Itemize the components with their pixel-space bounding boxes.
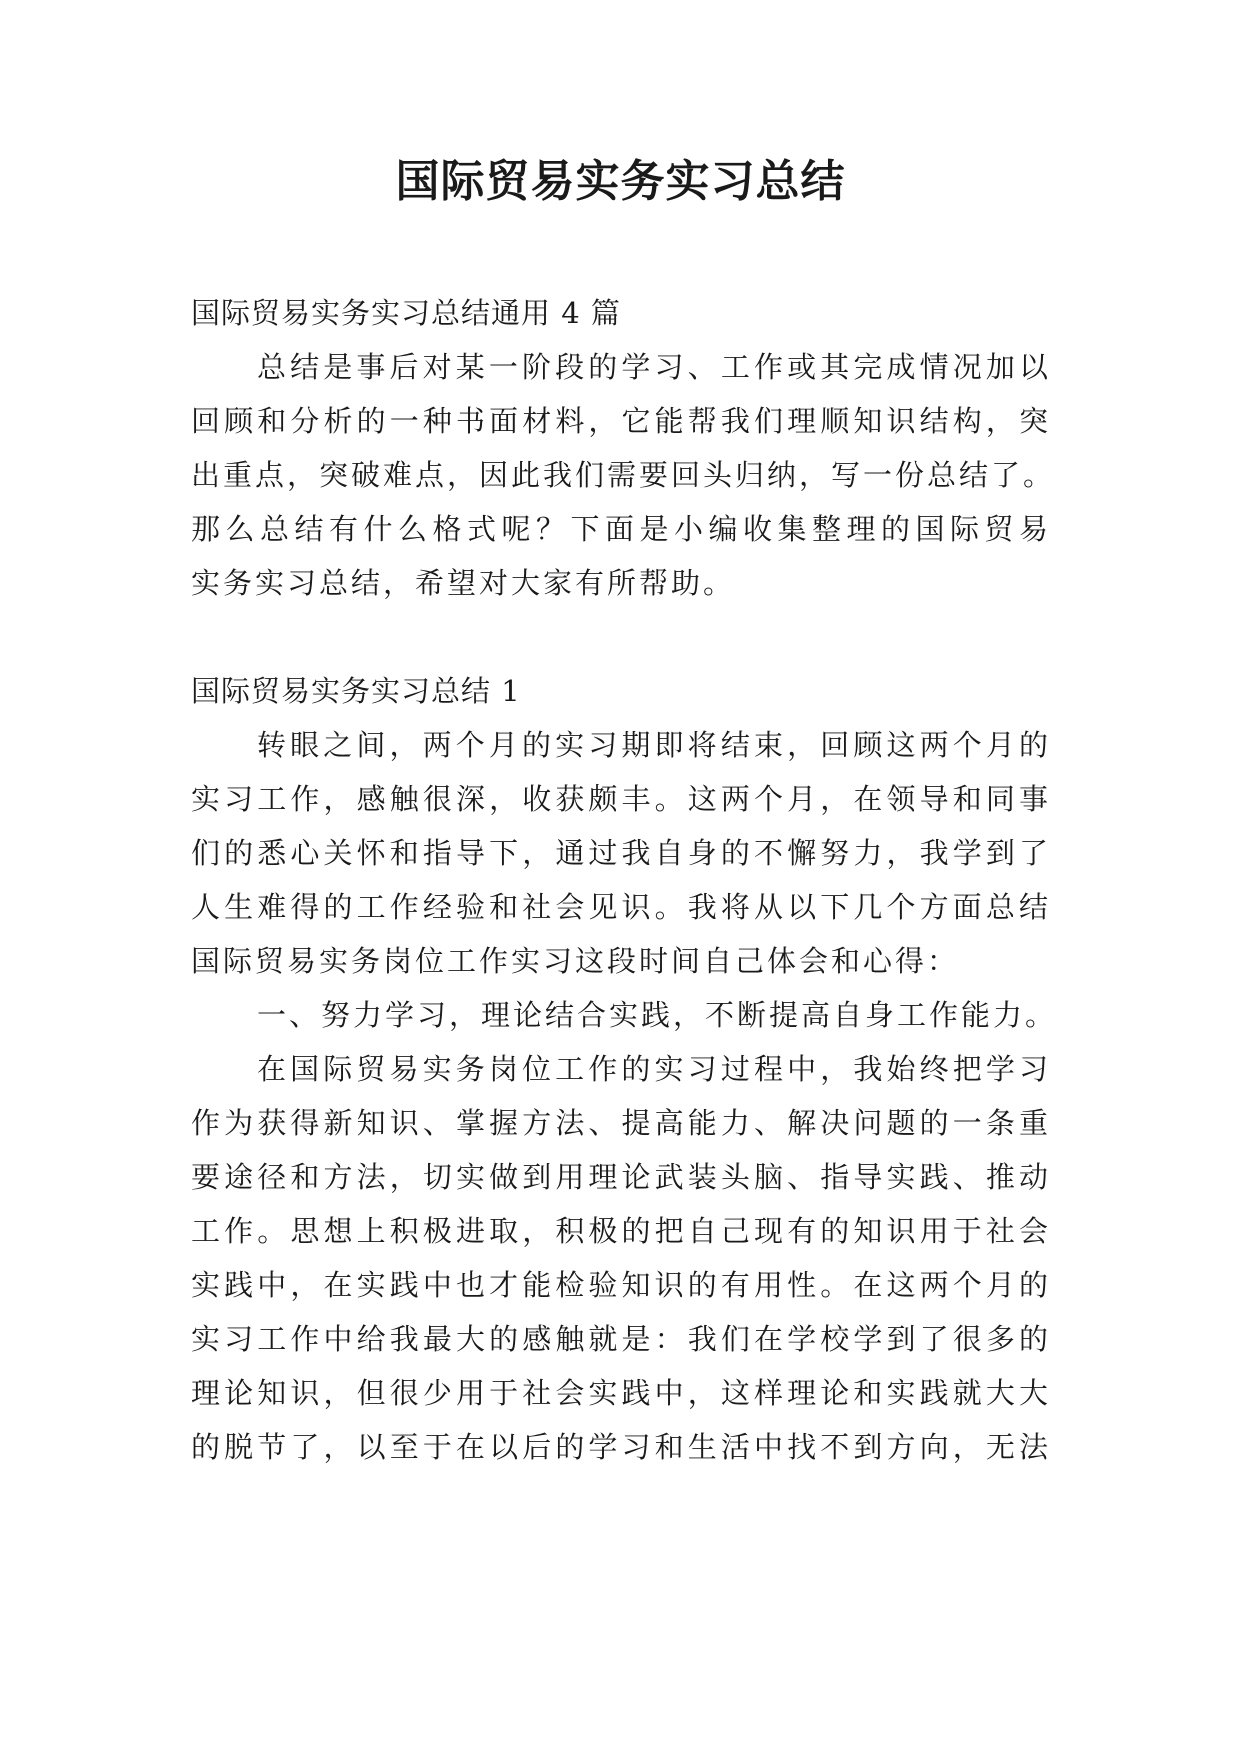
intro-heading: 国际贸易实务实习总结通用 4 篇	[191, 296, 621, 330]
paragraph-line: 回顾和分析的一种书面材料，它能帮我们理顺知识结构，突	[191, 404, 1051, 438]
paragraph-line: 转眼之间，两个月的实习期即将结束，回顾这两个月的	[257, 728, 1051, 762]
section1-heading: 国际贸易实务实习总结 1	[191, 674, 521, 708]
section1-point-1: 一、努力学习，理论结合实践，不断提高自身工作能力。	[257, 998, 1058, 1032]
paragraph-line: 理论知识，但很少用于社会实践中，这样理论和实践就大大	[191, 1376, 1051, 1410]
paragraph-line: 们的悉心关怀和指导下，通过我自身的不懈努力，我学到了	[191, 836, 1051, 870]
document-title: 国际贸易实务实习总结	[395, 156, 846, 207]
paragraph-line: 人生难得的工作经验和社会见识。我将从以下几个方面总结	[191, 890, 1051, 924]
section1-paragraph-1	[191, 718, 1051, 988]
intro-paragraph	[191, 340, 1056, 610]
paragraph-line: 作为获得新知识、掌握方法、提高能力、解决问题的一条重	[191, 1106, 1051, 1140]
paragraph-line: 在国际贸易实务岗位工作的实习过程中，我始终把学习	[257, 1052, 1051, 1086]
paragraph-line: 工作。思想上积极进取，积极的把自己现有的知识用于社会	[191, 1214, 1051, 1248]
paragraph-line: 的脱节了，以至于在以后的学习和生活中找不到方向，无法	[191, 1430, 1051, 1464]
paragraph-line: 实习工作中给我最大的感触就是：我们在学校学到了很多的	[191, 1322, 1051, 1356]
paragraph-line: 总结是事后对某一阶段的学习、工作或其完成情况加以	[257, 350, 1051, 384]
paragraph-line: 要途径和方法，切实做到用理论武装头脑、指导实践、推动	[191, 1160, 1051, 1194]
paragraph-line: 那么总结有什么格式呢？下面是小编收集整理的国际贸易	[191, 512, 1051, 546]
paragraph-line: 实践中，在实践中也才能检验知识的有用性。在这两个月的	[191, 1268, 1051, 1302]
section-spacer	[191, 610, 1051, 664]
document-body	[191, 286, 1058, 1474]
section1-paragraph-2	[191, 1042, 1051, 1474]
paragraph-line: 实习工作，感触很深，收获颇丰。这两个月，在领导和同事	[191, 782, 1051, 816]
paragraph-line: 国际贸易实务岗位工作实习这段时间自己体会和心得：	[191, 944, 960, 978]
paragraph-line: 实务实习总结，希望对大家有所帮助。	[191, 566, 736, 600]
paragraph-line: 出重点，突破难点，因此我们需要回头归纳，写一份总结了。	[191, 458, 1056, 492]
